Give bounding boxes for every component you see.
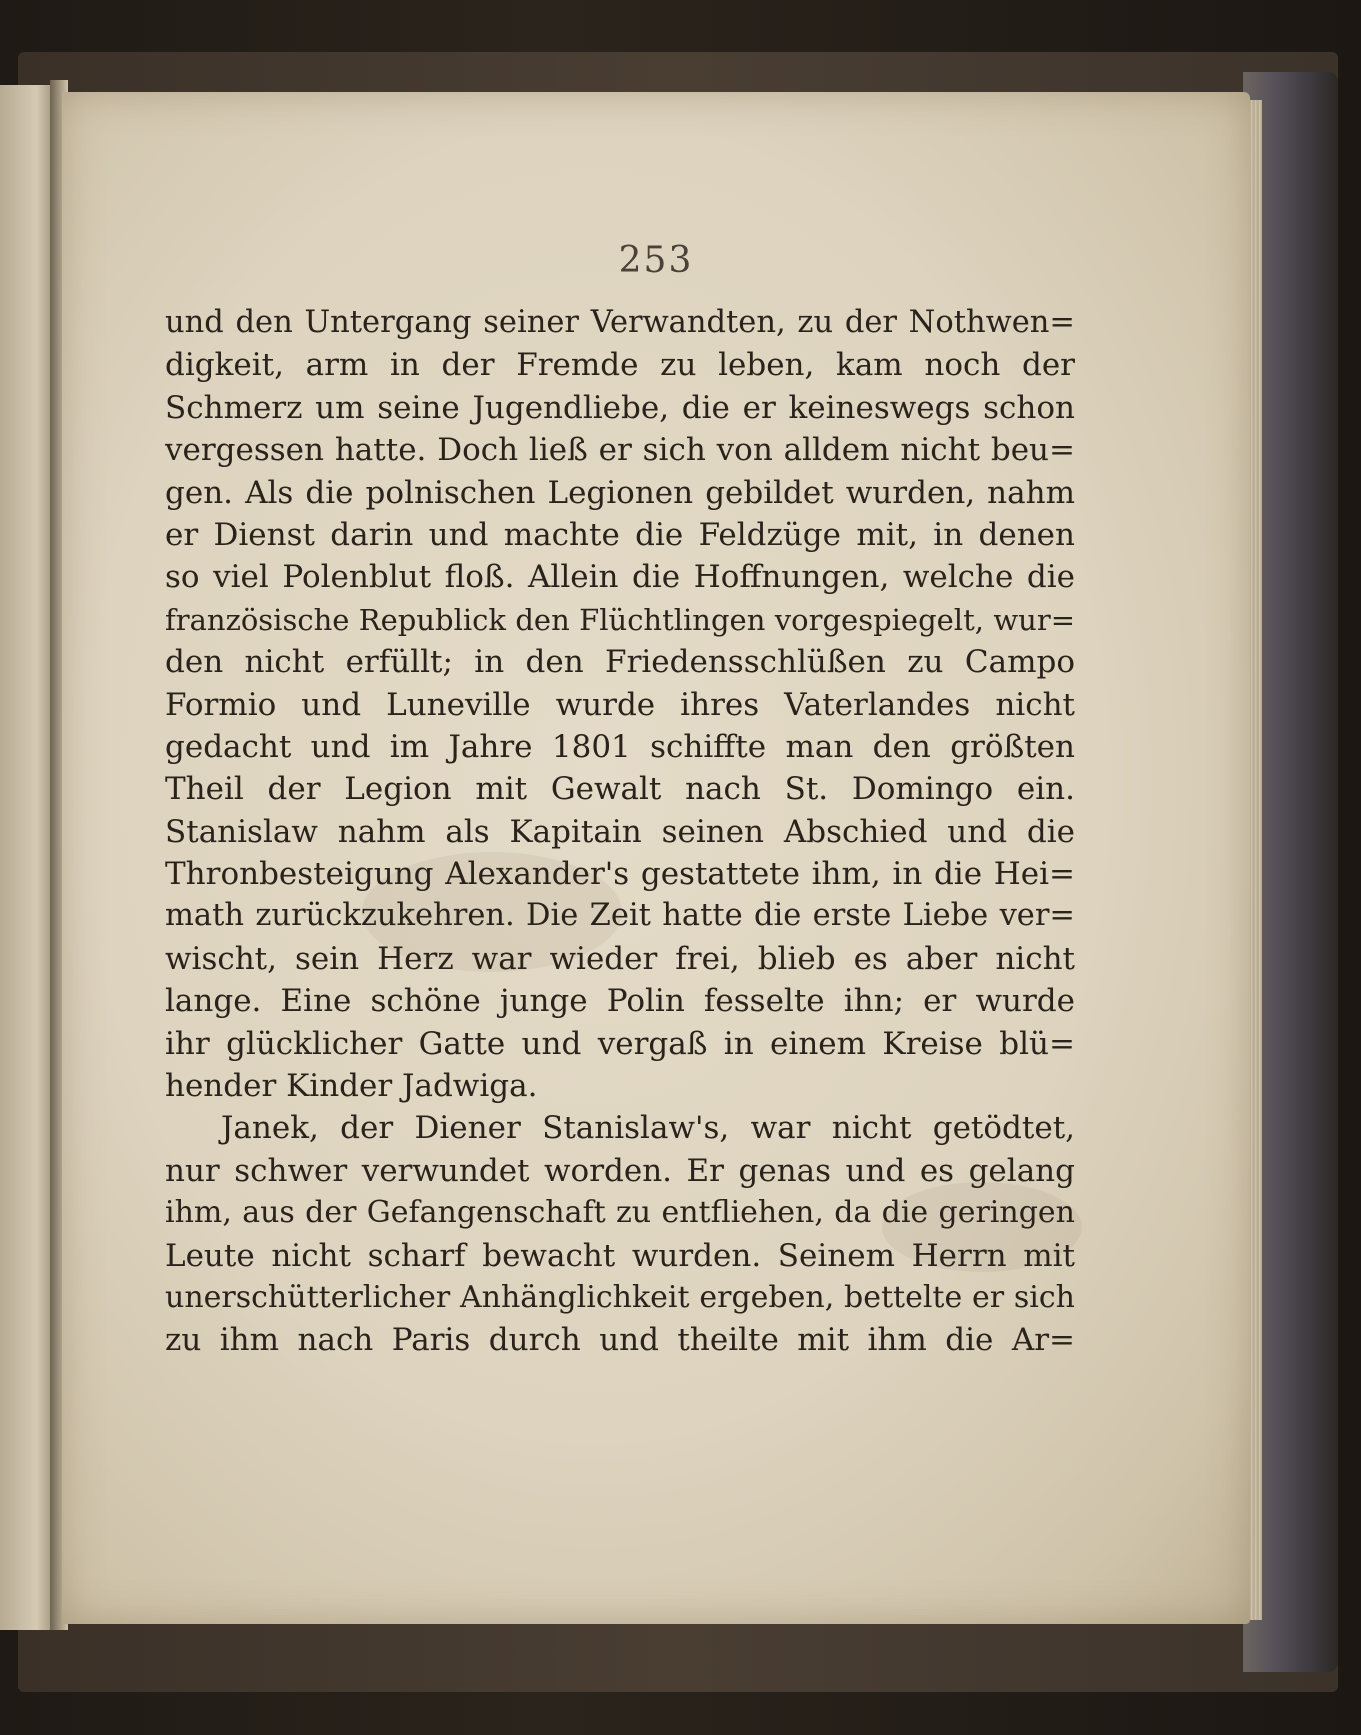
text-line: Leute nicht scharf bewacht wurden. Seinem Herrn mit <box>165 1237 1075 1274</box>
page-fore-edge <box>1248 100 1262 1620</box>
text-line: gedacht und im Jahre 1801 schiffte man den größten <box>165 728 1075 765</box>
text-line: Theil der Legion mit Gewalt nach St. Domingo ein. <box>165 771 1075 808</box>
text-line: Schmerz um seine Jugendliebe, die er keineswegs schon <box>165 389 1075 426</box>
text-line: Stanislaw nahm als Kapitain seinen Abschied und die <box>165 813 1075 850</box>
text-line: Thronbesteigung Alexander's gestattete ihm, in die Hei= <box>165 856 1075 893</box>
text-line: Formio und Luneville wurde ihres Vaterlandes nicht <box>165 686 1075 723</box>
text-line: wischt, sein Herz war wieder frei, blieb es aber nicht <box>165 940 1075 977</box>
book-page <box>62 92 1250 1624</box>
paragraph-start-line: Janek, der Diener Stanislaw's, war nicht getödtet, <box>221 1110 1075 1147</box>
text-line: und den Untergang seiner Verwandten, zu der Nothwen= <box>165 305 1075 340</box>
body-text <box>165 302 1075 1362</box>
text-line: digkeit, arm in der Fremde zu leben, kam noch der <box>165 347 1075 384</box>
page-number: 253 <box>618 240 694 281</box>
paragraph-end-line: hender Kinder Jadwiga. <box>165 1068 538 1105</box>
text-line: französische Republick den Flüchtlingen vorgespiegelt, wur= <box>165 602 1075 637</box>
text-line: ihr glücklicher Gatte und vergaß in einem Kreise blü= <box>165 1025 1075 1062</box>
text-line: vergessen hatte. Doch ließ er sich von alldem nicht beu= <box>165 432 1075 469</box>
text-line: gen. Als die polnischen Legionen gebildet wurden, nahm <box>165 474 1075 511</box>
text-line: den nicht erfüllt; in den Friedensschlüßen zu Campo <box>165 644 1075 681</box>
text-line: er Dienst darin und machte die Feldzüge mit, in denen <box>165 516 1075 553</box>
text-line: ihm, aus der Gefangenschaft zu entfliehen, da die geringen <box>165 1195 1075 1231</box>
previous-page-edge <box>0 85 54 1630</box>
text-line: unerschütterlicher Anhänglichkeit ergeben, bettelte er sich <box>165 1279 1075 1315</box>
text-line: so viel Polenblut floß. Allein die Hoffnungen, welche die <box>165 559 1075 596</box>
text-line: zu ihm nach Paris durch und theilte mit ihm die Ar= <box>165 1322 1075 1359</box>
text-line: nur schwer verwundet worden. Er genas und es gelang <box>165 1152 1075 1189</box>
text-line: math zurückzukehren. Die Zeit hatte die erste Liebe ver= <box>165 898 1075 934</box>
text-line: lange. Eine schöne junge Polin fesselte ihn; er wurde <box>165 983 1075 1020</box>
